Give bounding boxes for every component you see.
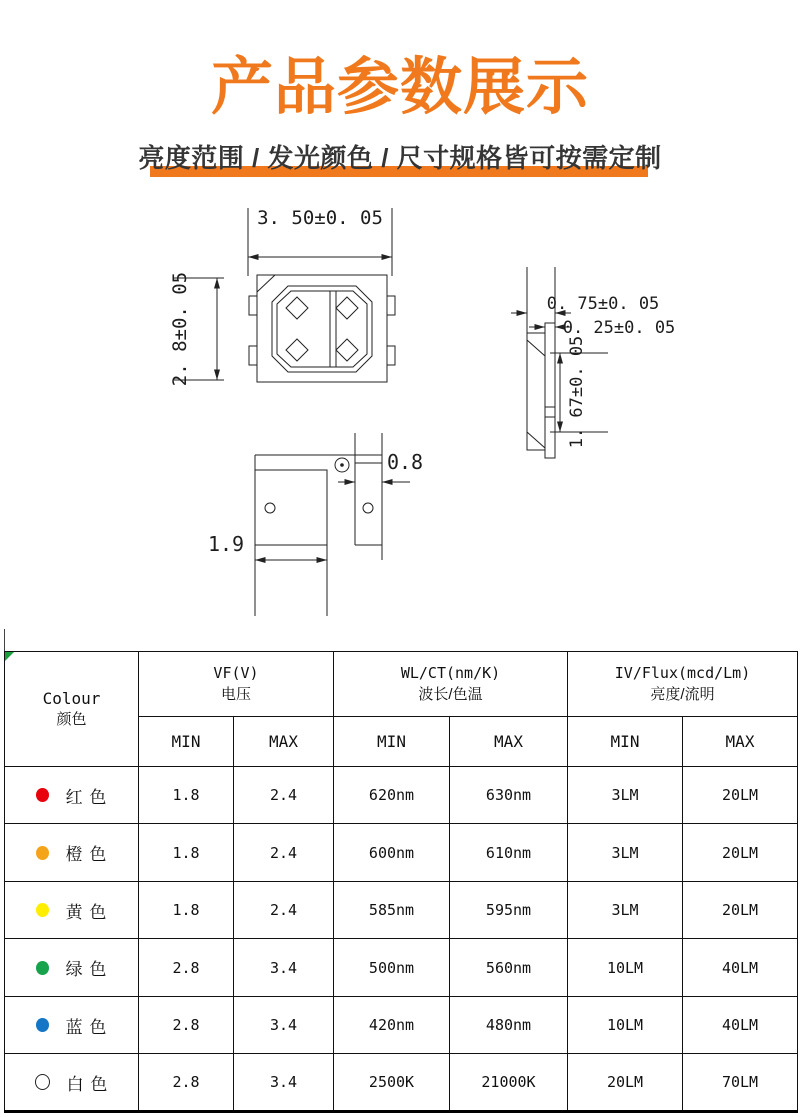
value-cell: 1.8 [139,882,234,939]
color-dot [36,846,49,860]
header-cell-colour [5,652,139,767]
minmax-cell: MIN [139,717,234,767]
row-label: 红 色 [65,787,108,807]
value-cell: 2500K [334,1054,450,1112]
color-dot [35,1074,50,1090]
minmax-cell: MAX [234,717,334,767]
value-cell: 620nm [334,767,450,824]
value-cell: 2.4 [234,824,334,882]
ivflux-header-cn: 亮度/流明 [650,686,715,703]
subtitle-wrap [0,138,800,175]
color-dot [36,903,49,917]
minmax-cell: MIN [568,717,683,767]
dim-pad-gap-label: 0.8 [386,450,424,474]
row-label: 绿 色 [65,960,108,979]
dim-left-height-label: 2. 8±0. 05 [169,271,191,387]
dim-side-lead-label: 0. 75±0. 05 [546,294,660,314]
color-dot [36,788,49,802]
value-cell: 40LM [683,997,798,1054]
value-cell: 480nm [450,997,568,1054]
value-cell: 20LM [568,1054,683,1112]
dim-side-tab-label: 0. 25±0. 05 [562,318,676,338]
header-cell-ivflux [568,652,798,717]
colour-header-en: Colour [42,689,101,708]
wlct-header-cn: 波长/色温 [418,686,483,703]
value-cell: 630nm [450,767,568,824]
value-cell: 40LM [683,939,798,997]
spec-table [4,651,798,1113]
value-cell: 2.8 [139,1054,234,1112]
value-cell: 420nm [334,997,450,1054]
value-cell: 3LM [568,882,683,939]
value-cell: 2.4 [234,882,334,939]
value-cell: 610nm [450,824,568,882]
value-cell: 595nm [450,882,568,939]
value-cell: 10LM [568,997,683,1054]
colour-header-cn: 颜色 [56,711,87,728]
value-cell: 560nm [450,939,568,997]
table-row-red [5,767,798,824]
wlct-header-en: WL/CT(nm/K) [400,664,501,682]
table-row-yellow [5,882,798,939]
value-cell: 3LM [568,767,683,824]
row-label: 黄 色 [65,902,108,922]
value-cell: 3LM [568,824,683,882]
value-cell: 1.8 [139,767,234,824]
value-cell: 20LM [683,882,798,939]
value-cell: 21000K [450,1054,568,1112]
value-cell: 3.4 [234,939,334,997]
ivflux-header-en: IV/Flux(mcd/Lm) [614,664,751,682]
group-header-row [5,652,798,717]
value-cell: 2.8 [139,997,234,1054]
table-row-white [5,1054,798,1112]
table-row-green [5,939,798,997]
dim-pad-width-label: 1.9 [207,532,245,556]
header-cell-wlct [334,652,568,717]
value-cell: 10LM [568,939,683,997]
minmax-cell: MAX [683,717,798,767]
value-cell: 1.8 [139,824,234,882]
led-dimension-drawing [0,188,800,633]
value-cell: 20LM [683,767,798,824]
vf-header-en: VF(V) [213,664,259,682]
value-cell: 2.8 [139,939,234,997]
dim-side-body-label: 1. 67±0. 05 [567,335,587,449]
value-cell: 3.4 [234,1054,334,1112]
cell-corner-marker [5,652,14,661]
dim-top-width-label: 3. 50±0. 05 [257,207,383,229]
page-subtitle: 亮度范围 / 发光颜色 / 尺寸规格皆可按需定制 [138,143,662,173]
minmax-cell: MIN [334,717,450,767]
row-label: 蓝 色 [65,1017,108,1037]
header-cell-vf [139,652,334,717]
gridline-artifact [4,629,5,651]
value-cell: 3.4 [234,997,334,1054]
minmax-cell: MAX [450,717,568,767]
value-cell: 70LM [683,1054,798,1112]
value-cell: 500nm [334,939,450,997]
top-view-drawing [174,208,395,382]
table-row-blue [5,997,798,1054]
value-cell: 600nm [334,824,450,882]
row-label: 橙 色 [65,845,108,864]
vf-header-cn: 电压 [220,686,251,703]
color-dot [36,1018,49,1032]
value-cell: 585nm [334,882,450,939]
page-title: 产品参数展示 [210,53,589,122]
value-cell: 20LM [683,824,798,882]
value-cell: 2.4 [234,767,334,824]
table-row-orange [5,824,798,882]
row-label: 白 色 [66,1074,109,1094]
color-dot [36,961,49,975]
